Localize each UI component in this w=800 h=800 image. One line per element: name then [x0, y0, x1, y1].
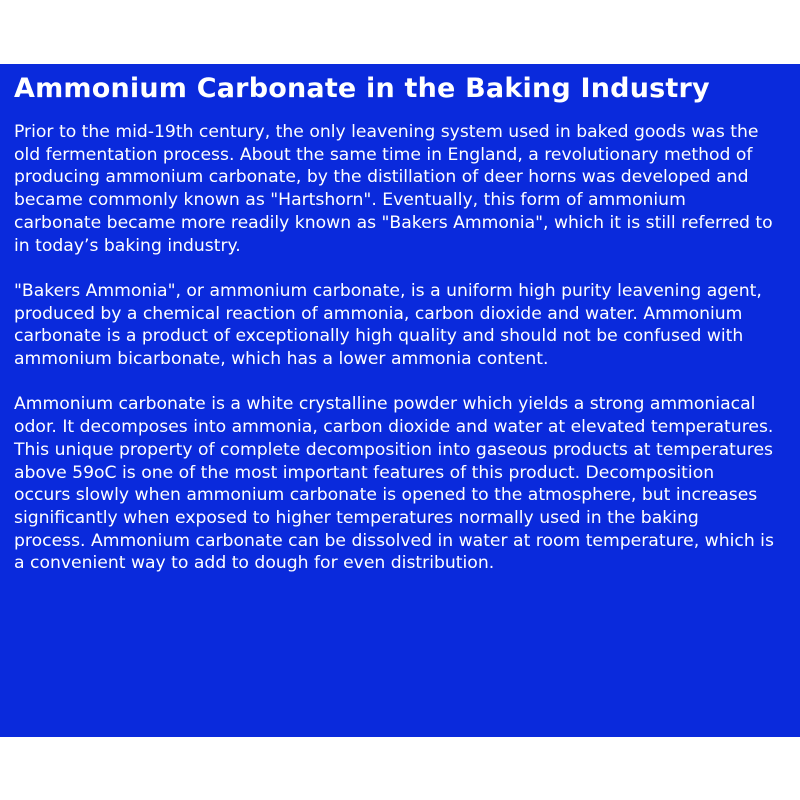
article-panel — [0, 64, 800, 737]
paragraph-bakers-ammonia: "Bakers Ammonia", or ammonium carbonate, is a uniform high purity leavening agent, produced by a chemical reaction of ammonia, carbon dioxide and water. Ammonium carbonate is a product of exceptionally high quality and should not be confused with ammonium bicarbonate, which has a lower ammonia content. — [14, 280, 762, 370]
paragraph-properties: Ammonium carbonate is a white crystalline powder which yields a strong ammoniacal odor. It decomposes into ammonia, carbon dioxide and water at elevated temperatures. This unique property of complete decomposition into gaseous products at temperatures above 59oC is one of the most important features of this product. Decomposition occurs slowly when ammonium carbonate is opened to the atmosphere, but increases significantly when exposed to higher temperatures normally used in the baking process. Ammonium carbonate can be dissolved in water at room temperature, which is a convenient way to add to dough for even distribution. — [14, 394, 774, 574]
paragraph-history: Prior to the mid-19th century, the only leavening system used in baked goods was the old fermentation process. About the same time in England, a revolutionary method of producing ammonium carbonate, by the distillation of deer horns was developed and became commonly known as "Hartshorn". Eventually, this form of ammonium carbonate became more readily known as "Bakers Ammonia", which it is still referred to in today’s baking industry. — [14, 122, 773, 256]
article-title: Ammonium Carbonate in the Baking Industry — [14, 73, 710, 104]
